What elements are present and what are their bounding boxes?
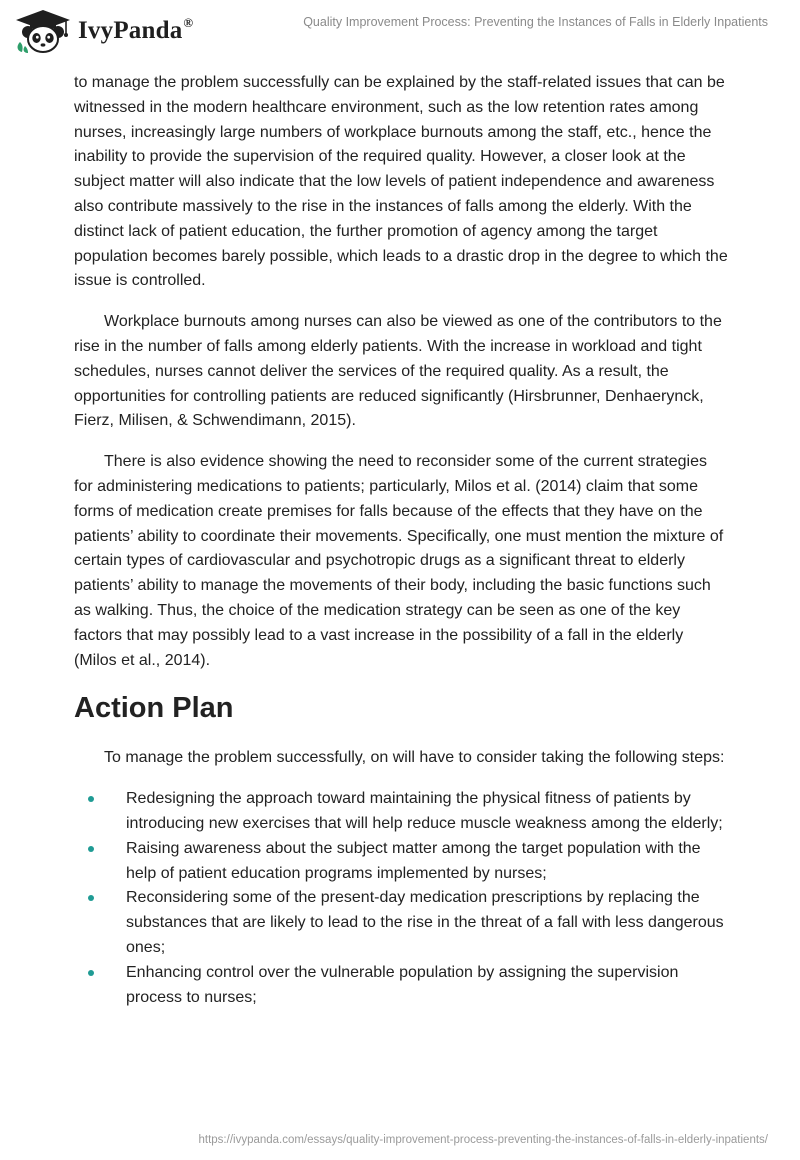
paragraph-workplace-burnouts: Workplace burnouts among nurses can also be viewed as one of the contributors to the rise in the number of falls among elderly patients. With the increase in workload and tight schedules, nurses cannot deliver the services of the required quality. As a result, the opportunities for controlling patients are reduced significantly (Hirsbrunner, Denhaerynck, Fierz, Milisen, & Schwendimann, 2015). xyxy=(74,313,722,430)
list-item-text: Raising awareness about the subject matter among the target population with the help of patient education programs implemented by nurses; xyxy=(126,839,701,882)
list-item xyxy=(74,787,730,837)
document-title: Quality Improvement Process: Preventing the Instances of Falls in Elderly Inpatients xyxy=(303,15,768,29)
bullet-icon xyxy=(88,970,94,976)
action-steps-list xyxy=(74,787,730,1010)
registered-mark: ® xyxy=(183,15,194,30)
bullet-icon xyxy=(88,796,94,802)
list-item-text: Redesigning the approach toward maintaining the physical fitness of patients by introducing new exercises that will help reduce muscle weakness among the elderly; xyxy=(126,790,723,832)
source-url[interactable]: https://ivypanda.com/essays/quality-improvement-process-preventing-the-instances-of-falls-in-elderly-inpatients/ xyxy=(198,1134,768,1146)
list-item xyxy=(74,886,730,960)
page-header xyxy=(0,0,800,70)
list-item xyxy=(74,837,730,887)
ivypanda-logo[interactable] xyxy=(14,8,193,54)
essay-content xyxy=(74,71,730,1010)
list-item xyxy=(74,961,730,1011)
action-plan-intro: To manage the problem successfully, on will have to consider taking the following steps: xyxy=(104,749,725,767)
list-item-text: Enhancing control over the vulnerable population by assigning the supervision process to nurses; xyxy=(126,963,679,1006)
panda-graduate-icon xyxy=(14,8,72,54)
paragraph-continuation: to manage the problem successfully can be explained by the staff-related issues that can be witnessed in the modern healthcare environment, such as the low retention rates among nurses, increasingly large numbers of workplace burnouts among the staff, etc., hence the inability to provide the supervision of the required quality. However, a closer look at the subject matter will also indicate that the low levels of patient independence and awareness also contribute massively to the rise in the instances of falls among the elderly. With the distinct lack of patient education, the further promotion of agency among the target population becomes barely possible, which leads to a drastic drop in the degree to which the issue is controlled. xyxy=(74,74,728,290)
brand-name: IvyPanda® xyxy=(78,15,194,44)
bullet-icon xyxy=(88,895,94,901)
list-item-text: Reconsidering some of the present-day medication prescriptions by replacing the substances that are likely to lead to the rise in the threat of a fall with less dangerous ones; xyxy=(126,889,724,956)
section-heading-action-plan: Action Plan xyxy=(74,692,234,725)
bullet-icon xyxy=(88,846,94,852)
paragraph-medication: There is also evidence showing the need to reconsider some of the current strategies for administering medications to patients; particularly, Milos et al. (2014) claim that some forms of medication create premises for falls because of the effects that they have on the patients’ ability to coordinate their movements. Specifically, one must mention the mixture of certain types of cardiovascular and psychotropic drugs as a significant threat to elderly patients’ ability to manage the movements of their body, including the basic functions such as walking. Thus, the choice of the medication strategy can be seen as one of the key factors that may possibly lead to a vast increase in the possibility of a fall in the elderly (Milos et al., 2014). xyxy=(74,453,724,669)
